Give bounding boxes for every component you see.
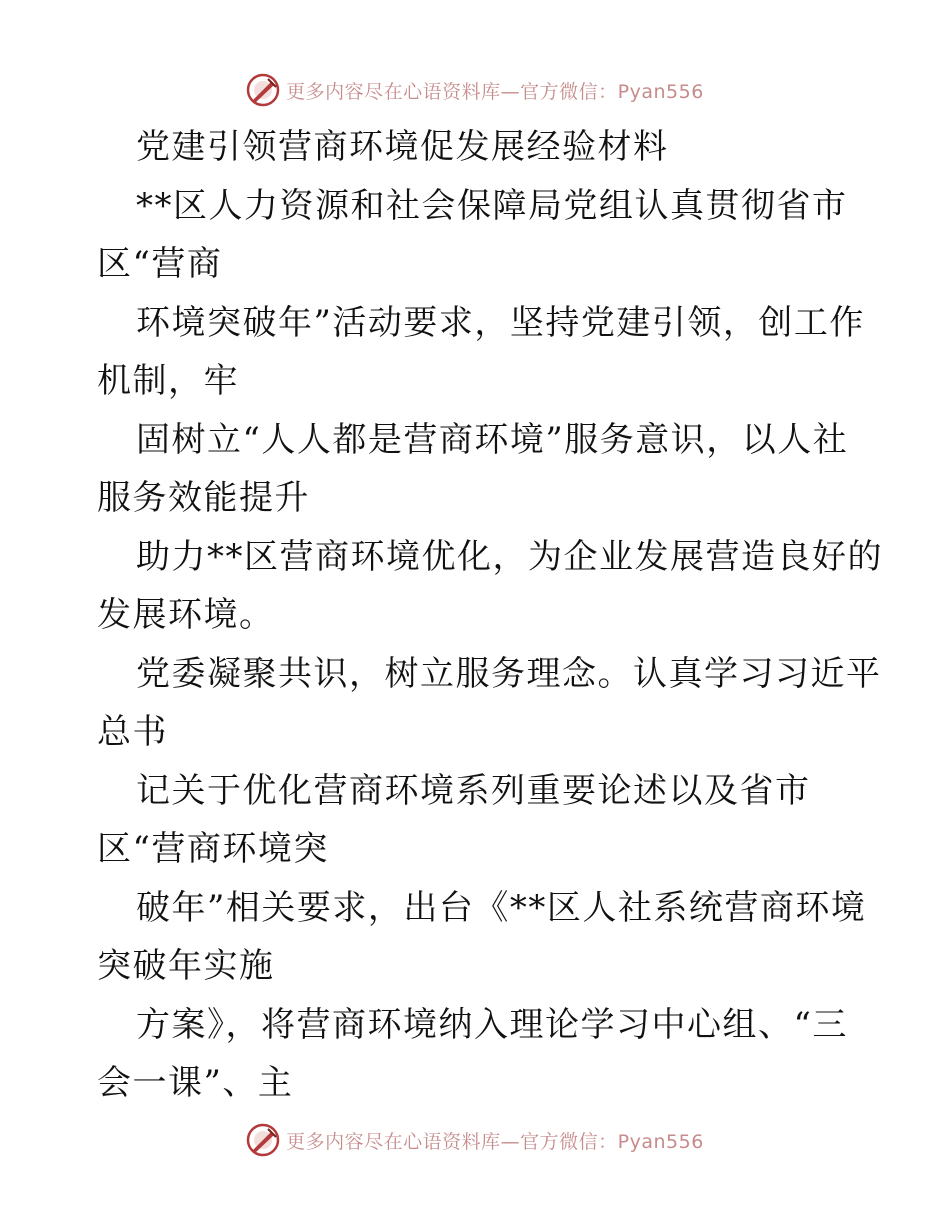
quill-logo-icon <box>246 73 280 107</box>
paragraph-line: 破年”相关要求，出台《**区人社系统营商环境 <box>136 887 867 928</box>
paragraph-line: 发展环境。 <box>97 595 275 635</box>
paragraph-line: 机制，牢 <box>97 361 239 401</box>
quill-logo-icon <box>246 1123 280 1157</box>
paragraph-line: 总书 <box>97 712 168 752</box>
watermark-text: 更多内容尽在心语资料库—官方微信：Pyan556 <box>286 80 704 103</box>
paragraph-line: 服务效能提升 <box>97 478 310 518</box>
paragraph-line: 区“营商 <box>97 244 223 284</box>
document-body <box>97 118 883 1113</box>
paragraph-line: 突破年实施 <box>97 946 275 986</box>
paragraph-line: 助力**区营商环境优化，为企业发展营造良好的 <box>136 536 883 577</box>
paragraph-line: **区人力资源和社会保障局党组认真贯彻省市 <box>136 185 848 226</box>
paragraph-line: 区“营商环境突 <box>97 829 329 869</box>
document-title: 党建引领营商环境促发展经验材料 <box>136 127 669 167</box>
header-watermark <box>0 70 950 110</box>
paragraph-line: 固树立“人人都是营商环境”服务意识，以人社 <box>136 419 849 460</box>
footer-watermark <box>0 1120 950 1160</box>
watermark-text: 更多内容尽在心语资料库—官方微信：Pyan556 <box>286 1130 704 1153</box>
paragraph-line: 会一课”、主 <box>97 1063 294 1103</box>
paragraph-line: 方案》，将营商环境纳入理论学习中心组、“三 <box>136 1004 848 1045</box>
paragraph-line: 党委凝聚共识，树立服务理念。认真学习习近平 <box>136 653 882 694</box>
paragraph-line: 记关于优化营商环境系列重要论述以及省市 <box>136 770 811 811</box>
paragraph-line: 环境突破年”活动要求，坚持党建引领，创工作 <box>136 302 865 343</box>
